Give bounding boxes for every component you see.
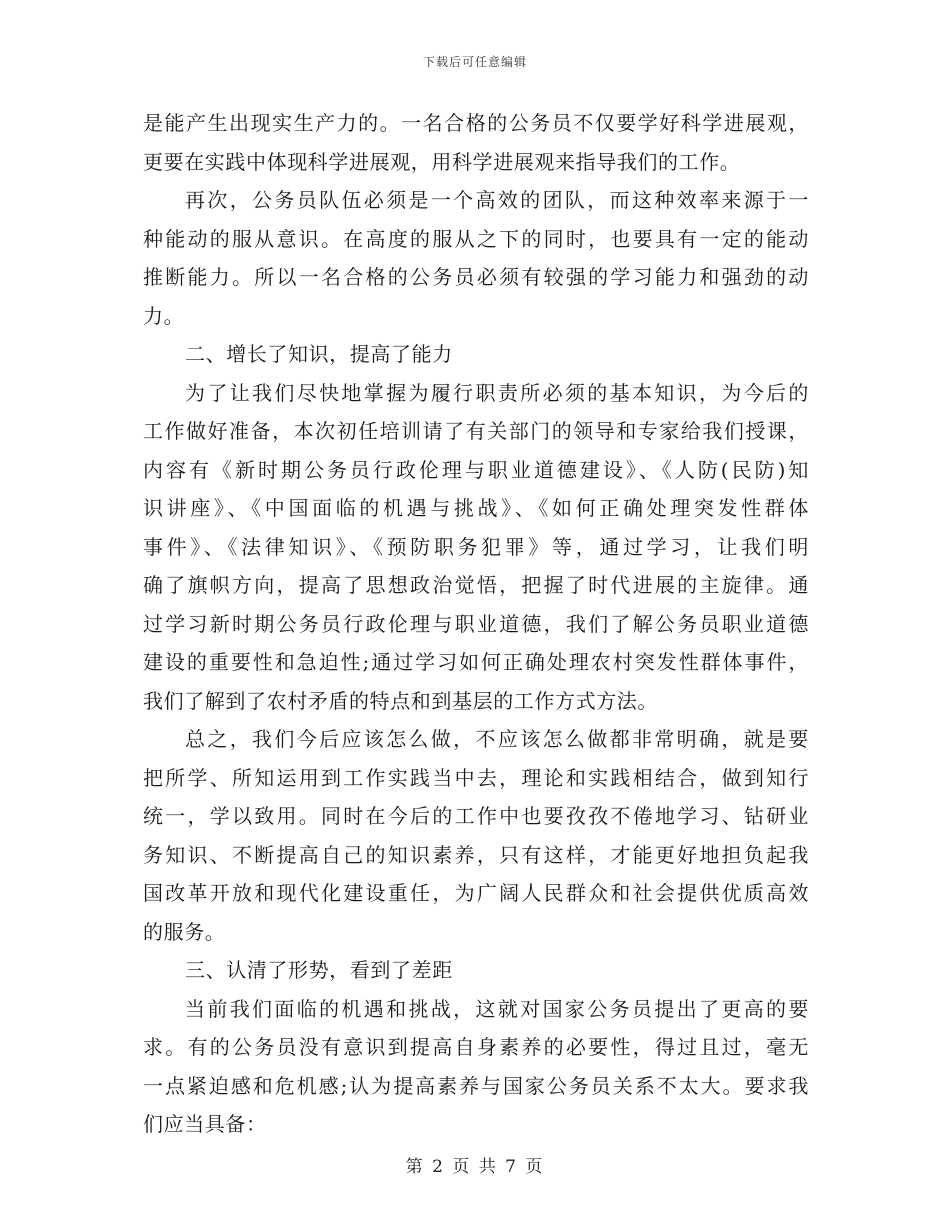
text-line: 内容有《新时期公务员行政伦理与职业道德建设》、《人防(民防)知	[143, 457, 809, 482]
text-line: 力。	[143, 303, 185, 328]
text-line: 求。有的公务员没有意识到提高自身素养的必要性，得过且过，毫无	[143, 1035, 809, 1059]
text-line: 推断能力。所以一名合格的公务员必须有较强的学习能力和强劲的动	[143, 265, 809, 289]
document-body	[143, 104, 809, 1144]
text-line: 国改革开放和现代化建设重任，为广阔人民群众和社会提供优质高效	[143, 881, 809, 905]
text-line: 三、认清了形势，看到了差距	[185, 958, 453, 982]
text-line: 把所学、所知运用到工作实践当中去，理论和实践相结合，做到知行	[143, 765, 809, 790]
text-line: 总之，我们今后应该怎么做，不应该怎么做都非常明确，就是要	[185, 727, 809, 751]
text-line: 工作做好准备，本次初任培训请了有关部门的领导和专家给我们授课，	[143, 419, 809, 443]
text-line: 种能动的服从意识。在高度的服从之下的同时，也要具有一定的能动	[143, 226, 809, 251]
text-line: 建设的重要性和急迫性;通过学习如何正确处理农村突发性群体事件，	[143, 650, 809, 674]
text-line: 当前我们面临的机遇和挑战，这就对国家公务员提出了更高的要	[185, 996, 809, 1021]
text-line: 更要在实践中体现科学进展观，用科学进展观来指导我们的工作。	[143, 149, 741, 174]
text-line: 过学习新时期公务员行政伦理与职业道德，我们了解公务员职业道德	[143, 611, 809, 636]
text-line: 统一，学以致用。同时在今后的工作中也要孜孜不倦地学习、钻研业	[143, 804, 809, 828]
text-line: 二、增长了知识，提高了能力	[185, 342, 453, 366]
text-line: 为了让我们尽快地掌握为履行职责所必须的基本知识，为今后的	[185, 380, 809, 405]
page-number: 第 2 页 共 7 页	[405, 1157, 545, 1177]
text-line: 一点紧迫感和危机感;认为提高素养与国家公务员关系不太大。要求我	[143, 1073, 809, 1098]
text-line: 是能产生出现实生产力的。一名合格的公务员不仅要学好科学进展观，	[143, 111, 809, 135]
page-header: 下载后可任意编辑	[422, 55, 527, 69]
text-line: 务知识、不断提高自己的知识素养，只有这样，才能更好地担负起我	[143, 842, 809, 867]
text-line: 事件》、《法律知识》、《预防职务犯罪》等，通过学习，让我们明	[143, 534, 809, 559]
text-line: 识讲座》、《中国面临的机遇与挑战》、《如何正确处理突发性群体	[143, 496, 809, 520]
text-line: 的服务。	[143, 919, 226, 944]
text-line: 们应当具备：	[143, 1112, 267, 1136]
text-line: 我们了解到了农村矛盾的特点和到基层的工作方式方法。	[143, 688, 658, 713]
text-line: 确了旗帜方向，提高了思想政治觉悟，把握了时代进展的主旋律。通	[143, 573, 809, 597]
text-line: 再次，公务员队伍必须是一个高效的团队，而这种效率来源于一	[185, 188, 809, 212]
